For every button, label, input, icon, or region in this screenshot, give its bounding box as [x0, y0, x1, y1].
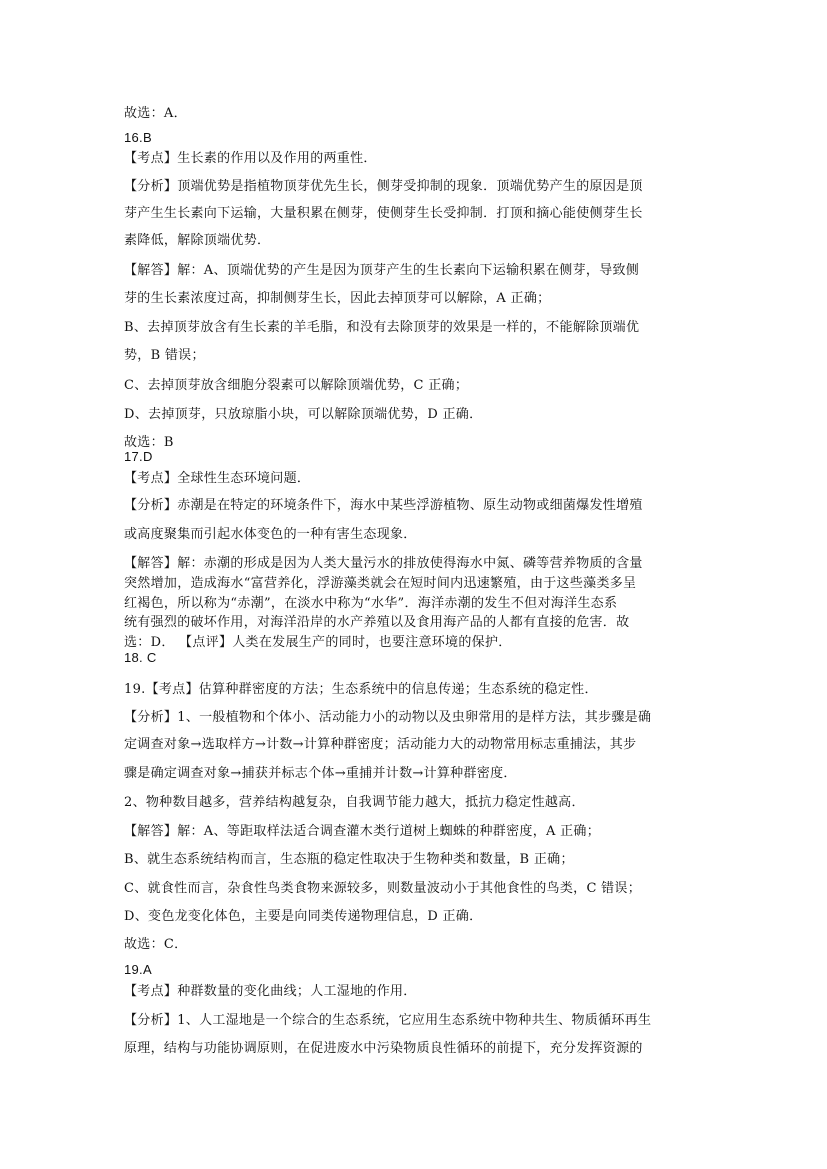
text-line: 骤是确定调查对象→捕获并标志个体→重捕并计数→计算种群密度． [124, 766, 517, 781]
text-line: 【考点】全球性生态环境问题． [124, 471, 311, 486]
text-line: 故选：B [124, 435, 174, 450]
text-line: 【解答】解：A、顶端优势的产生是因为顶芽产生的生长素向下运输积累在侧芽，导致侧 [124, 263, 640, 278]
text-line: 素降低，解除顶端优势． [124, 233, 271, 248]
answer-number: 19.A [124, 962, 152, 977]
text-line: 【分析】赤潮是在特定的环境条件下，海水中某些浮游植物、原生动物或细菌爆发性增殖 [124, 498, 643, 513]
text-line: 定调查对象→选取样方→计数→计算种群密度；活动能力大的动物常用标志重捕法，其步 [124, 737, 637, 752]
text-line: B、去掉顶芽放含有生长素的羊毛脂，和没有去除顶芽的效果是一样的，不能解除顶端优 [124, 320, 640, 335]
text-line: 【考点】种群数量的变化曲线；人工湿地的作用． [124, 984, 417, 999]
text-line: 【分析】1、一般植物和个体小、活动能力小的动物以及虫卵常用的是样方法，其步骤是确 [124, 710, 652, 725]
text-line: 选：D． 【点评】人类在发展生产的同时，也要注意环境的保护． [124, 635, 512, 650]
text-line: 或高度聚集而引起水体变色的一种有害生态现象． [124, 527, 417, 542]
text-line: 红褐色，所以称为“赤潮”，在淡水中称为“水华”．海洋赤潮的发生不但对海洋生态系 [124, 596, 618, 611]
text-line: 故选：A． [124, 106, 187, 121]
text-line: 【考点】生长素的作用以及作用的两重性． [124, 151, 377, 166]
text-line: 【解答】解：A、等距取样法适合调查灌木类行道树上蜘蛛的种群密度，A 正确； [124, 824, 601, 839]
text-line: 故选：C． [124, 937, 188, 952]
text-line: 2、物种数目越多，营养结构越复杂，自我调节能力越大，抵抗力稳定性越高． [124, 795, 585, 810]
text-line: D、去掉顶芽，只放琼脂小块，可以解除顶端优势，D 正确． [124, 407, 483, 422]
text-line: 【解答】解：赤潮的形成是因为人类大量污水的排放使得海水中氮、磷等营养物质的含量 [124, 556, 643, 571]
answer-number: 17.D [124, 449, 153, 464]
text-line: D、变色龙变化体色，主要是向同类传递物理信息，D 正确． [124, 909, 483, 924]
text-line: 原理，结构与功能协调原则，在促进废水中污染物质良性循环的前提下，充分发挥资源的 [124, 1041, 643, 1056]
text-line: 芽产生生长素向下运输，大量积累在侧芽，使侧芽生长受抑制．打顶和摘心能使侧芽生长 [124, 206, 643, 221]
text-line: B、就生态系统结构而言，生态瓶的稳定性取决于生物种类和数量，B 正确； [124, 852, 574, 867]
text-line: 19.【考点】估算种群密度的方法；生态系统中的信息传递；生态系统的稳定性． [124, 682, 598, 697]
text-line: 统有强烈的破坏作用，对海洋沿岸的水产养殖以及食用海产品的人都有直接的危害．故 [124, 615, 630, 630]
text-line: 势，B 错误； [124, 348, 205, 363]
text-line: 【分析】1、人工湿地是一个综合的生态系统，它应用生态系统中物种共生、物质循环再生 [124, 1013, 652, 1028]
text-line: 芽的生长素浓度过高，抑制侧芽生长，因此去掉顶芽可以解除，A 正确； [124, 291, 551, 306]
text-line: C、去掉顶芽放含细胞分裂素可以解除顶端优势，C 正确； [124, 378, 469, 393]
answer-number: 18. C [124, 650, 157, 665]
text-line: 【分析】顶端优势是指植物顶芽优先生长，侧芽受抑制的现象．顶端优势产生的原因是顶 [124, 179, 643, 194]
text-line: 突然增加，造成海水“富营养化，浮游藻类就会在短时间内迅速繁殖，由于这些藻类多呈 [124, 576, 637, 591]
answer-number: 16.B [124, 130, 152, 145]
text-line: C、就食性而言，杂食性鸟类食物来源较多，则数量波动小于其他食性的鸟类，C 错误； [124, 881, 642, 896]
